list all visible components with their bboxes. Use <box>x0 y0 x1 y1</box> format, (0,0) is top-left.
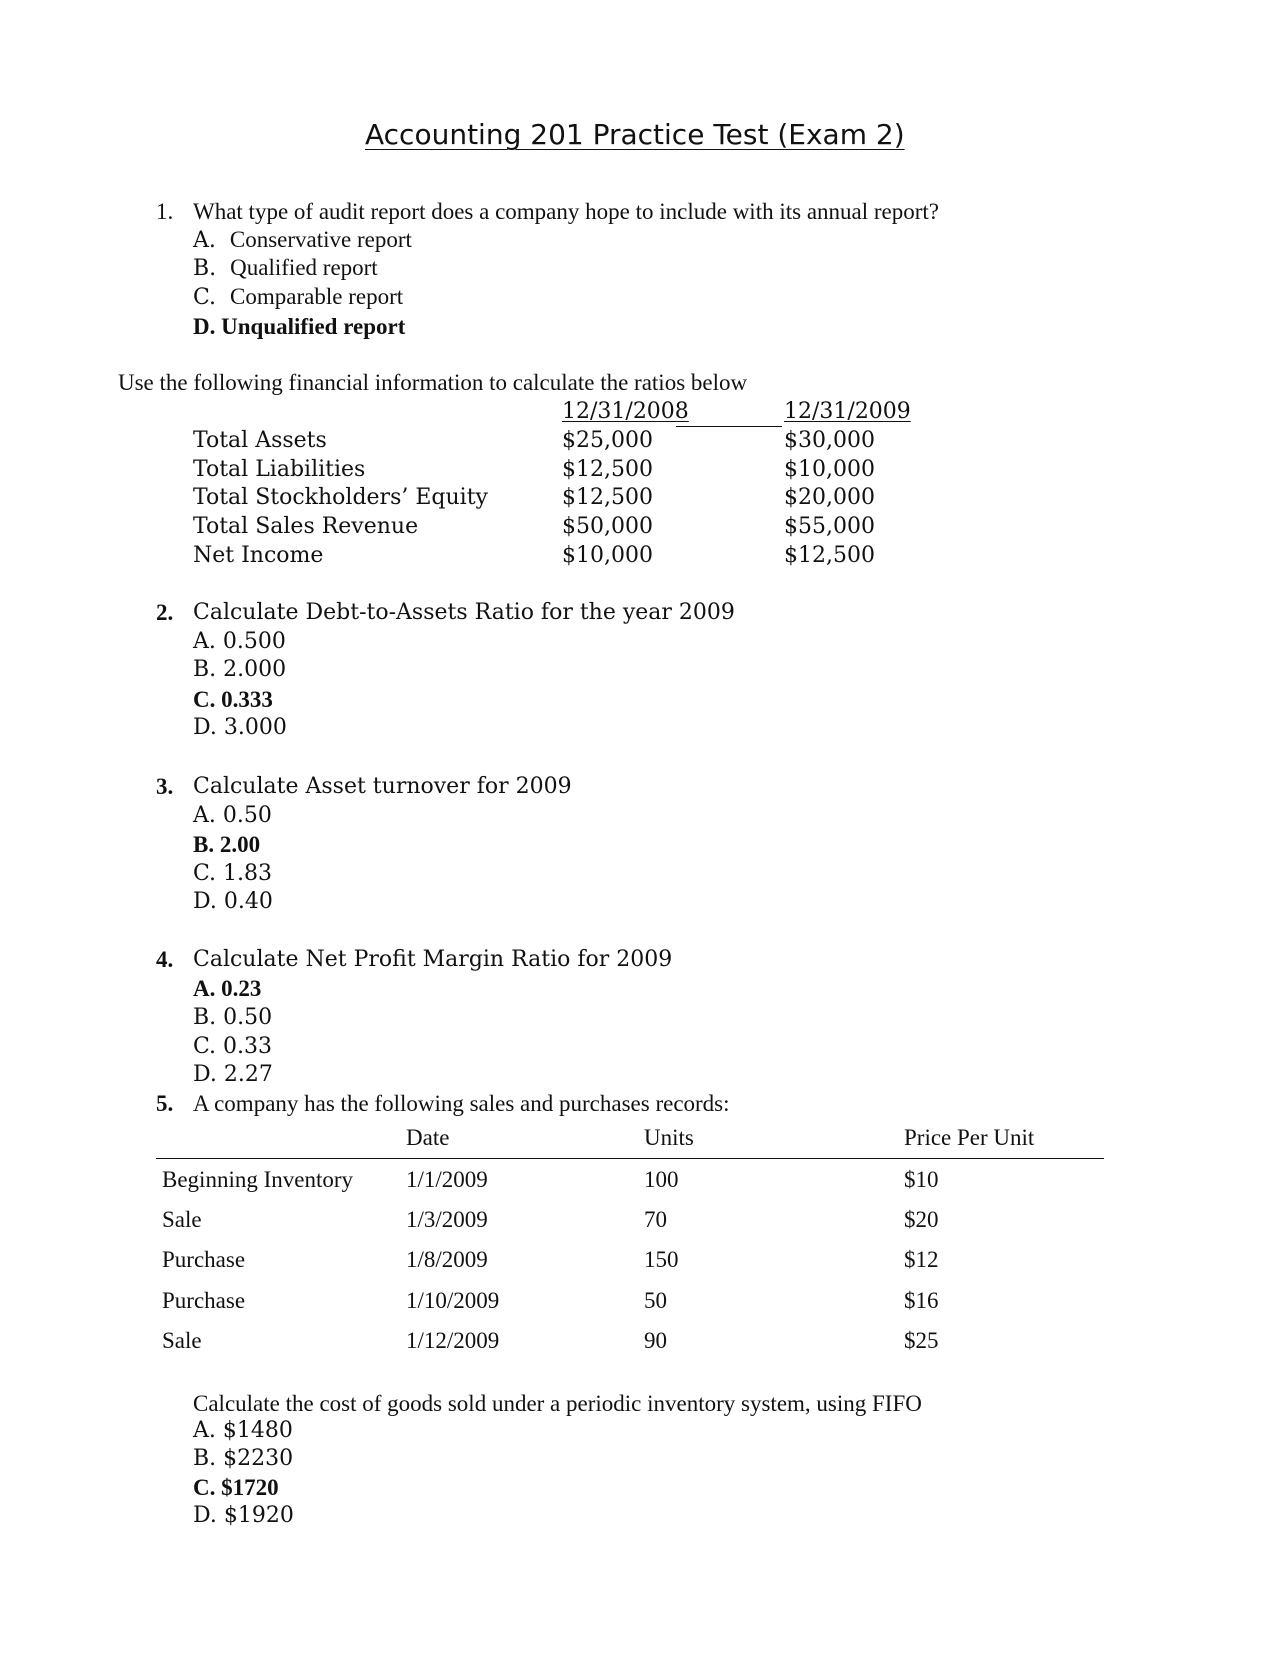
fin-row-label: Total Liabilities <box>193 457 366 482</box>
fin-row-2009: $55,000 <box>784 514 875 539</box>
fin-row-2008: $12,500 <box>562 457 653 482</box>
inv-row-units: 70 <box>644 1207 667 1232</box>
question-2-number: 2. <box>156 600 174 625</box>
fin-header-underline <box>676 426 782 427</box>
fin-row-2009: $10,000 <box>784 457 875 482</box>
inv-header-units: Units <box>644 1125 694 1150</box>
inv-row-label: Purchase <box>162 1288 246 1313</box>
inv-row-label: Beginning Inventory <box>162 1167 353 1192</box>
inv-row-price: $20 <box>904 1207 939 1232</box>
fin-row-2008: $12,500 <box>562 485 653 510</box>
q3-option-a: A. 0.50 <box>193 803 272 828</box>
inv-row-units: 100 <box>644 1167 679 1192</box>
q5-option-a: A. $1480 <box>193 1418 293 1443</box>
inv-row-price: $10 <box>904 1167 939 1192</box>
q1-option-b: B. Qualified report <box>193 255 378 281</box>
q1-option-c: C. Comparable report <box>193 284 404 310</box>
q2-option-d: D. 3.000 <box>193 715 287 740</box>
q3-option-c: C. 1.83 <box>193 861 273 886</box>
inv-row-price: $16 <box>904 1288 939 1313</box>
inv-row-units: 90 <box>644 1328 667 1353</box>
inv-row-price: $25 <box>904 1328 939 1353</box>
q2-option-a: A. 0.500 <box>193 629 286 654</box>
question-5-number: 5. <box>156 1091 174 1116</box>
page-title: Accounting 201 Practice Test (Exam 2) <box>365 118 905 151</box>
question-5-text: A company has the following sales and purchases records: <box>193 1091 730 1116</box>
q5-option-c-answer: C. $1720 <box>193 1475 279 1500</box>
q2-option-b: B. 2.000 <box>193 657 287 682</box>
inv-row-date: 1/12/2009 <box>406 1328 500 1353</box>
fin-row-2008: $25,000 <box>562 428 653 453</box>
inv-header-price: Price Per Unit <box>904 1125 1035 1150</box>
fin-row-label: Total Stockholders’ Equity <box>193 485 488 510</box>
financial-intro: Use the following financial information to calculate the ratios below <box>118 370 748 395</box>
inv-header-date: Date <box>406 1125 450 1150</box>
question-4-text: Calculate Net Profit Margin Ratio for 2009 <box>193 947 673 972</box>
question-3-number: 3. <box>156 774 174 799</box>
q3-option-b-answer: B. 2.00 <box>193 832 261 857</box>
inv-row-price: $12 <box>904 1247 939 1272</box>
inv-row-label: Sale <box>162 1328 202 1353</box>
q4-option-d: D. 2.27 <box>193 1062 273 1087</box>
inv-row-label: Purchase <box>162 1247 246 1272</box>
fin-row-2008: $10,000 <box>562 543 653 568</box>
fin-row-2009: $30,000 <box>784 428 875 453</box>
inv-row-label: Sale <box>162 1207 202 1232</box>
fin-header-2008: 12/31/2008 <box>562 399 689 424</box>
q4-option-b: B. 0.50 <box>193 1005 273 1030</box>
question-2-text: Calculate Debt-to-Assets Ratio for the year 2009 <box>193 600 735 625</box>
q4-option-c: C. 0.33 <box>193 1034 273 1059</box>
q5-option-b: B. $2230 <box>193 1446 294 1471</box>
question-1-number: 1. <box>156 199 174 224</box>
fin-row-label: Total Sales Revenue <box>193 514 419 539</box>
fin-row-label: Net Income <box>193 543 324 568</box>
inv-row-date: 1/8/2009 <box>406 1247 488 1272</box>
q1-option-d-answer: D. Unqualified report <box>193 314 406 339</box>
fin-row-2009: $20,000 <box>784 485 875 510</box>
fin-row-2008: $50,000 <box>562 514 653 539</box>
question-4-number: 4. <box>156 947 174 972</box>
q3-option-d: D. 0.40 <box>193 889 273 914</box>
q2-option-c-answer: C. 0.333 <box>193 687 273 712</box>
q4-option-a-answer: A. 0.23 <box>193 976 262 1001</box>
fin-row-2009: $12,500 <box>784 543 875 568</box>
fin-row-label: Total Assets <box>193 428 327 453</box>
inv-row-date: 1/10/2009 <box>406 1288 500 1313</box>
question-5-followup: Calculate the cost of goods sold under a periodic inventory system, using FIFO <box>193 1391 922 1416</box>
fin-header-2009: 12/31/2009 <box>784 399 911 424</box>
inv-row-units: 50 <box>644 1288 667 1313</box>
q1-option-a: A. Conservative report <box>193 227 412 253</box>
inv-header-rule <box>156 1158 1104 1159</box>
inv-row-date: 1/1/2009 <box>406 1167 488 1192</box>
q5-option-d: D. $1920 <box>193 1503 294 1528</box>
question-3-text: Calculate Asset turnover for 2009 <box>193 774 572 799</box>
inv-row-units: 150 <box>644 1247 679 1272</box>
inv-row-date: 1/3/2009 <box>406 1207 488 1232</box>
question-1-text: What type of audit report does a company hope to include with its annual report? <box>193 199 939 224</box>
